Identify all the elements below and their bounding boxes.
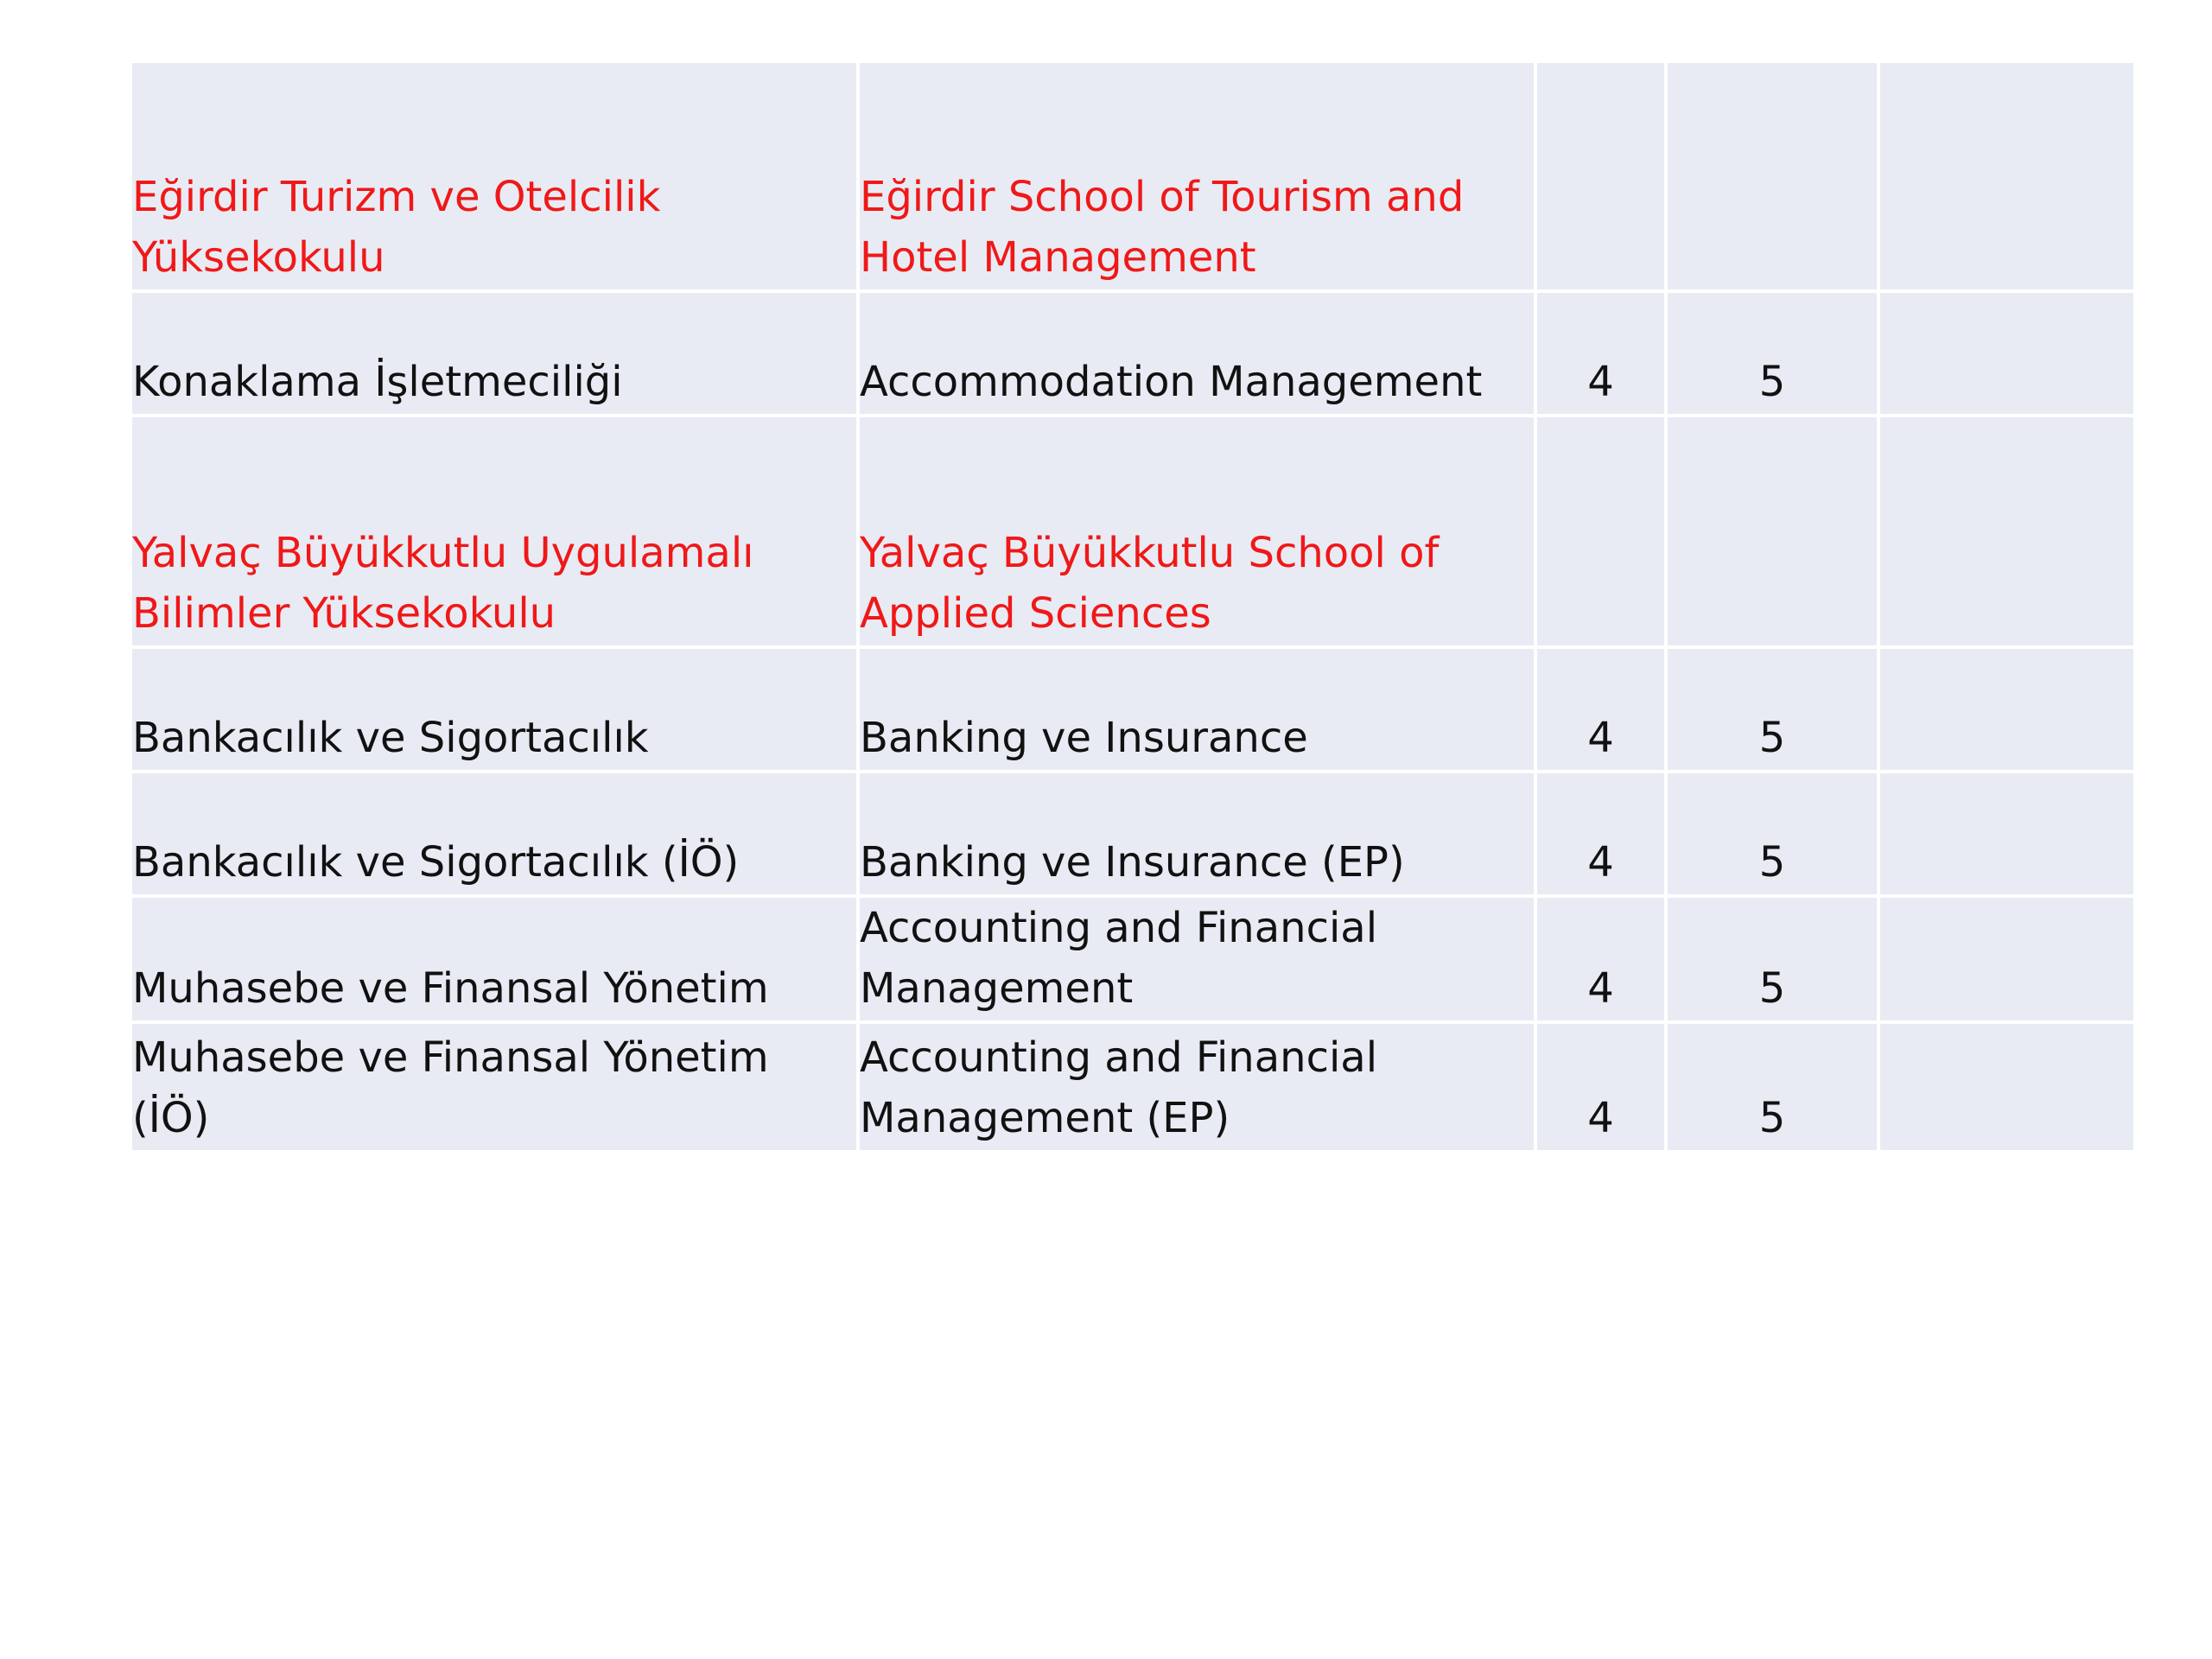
program-name-turkish: Konaklama İşletmeciliği — [132, 293, 856, 414]
table-row-school-yalvac — [132, 417, 2133, 645]
cell-col4: 5 — [1668, 649, 1877, 770]
program-name-english: Banking ve Insurance — [860, 649, 1534, 770]
school-name-turkish: Eğirdir Turizm ve Otelcilik Yüksekokulu — [132, 63, 856, 289]
table-row — [132, 773, 2133, 894]
table-row — [132, 649, 2133, 770]
cell-col3: 4 — [1537, 1024, 1664, 1150]
program-name-turkish: Muhasebe ve Finansal Yönetim — [132, 898, 856, 1020]
program-name-english: Accommodation Management — [860, 293, 1534, 414]
cell-col4 — [1668, 417, 1877, 645]
program-name-english: Banking ve Insurance (EP) — [860, 773, 1534, 894]
cell-col5 — [1880, 649, 2133, 770]
cell-col4: 5 — [1668, 898, 1877, 1020]
table-row — [132, 293, 2133, 414]
cell-col5 — [1880, 417, 2133, 645]
school-name-turkish: Yalvaç Büyükkutlu Uygulamalı Bilimler Yüksekokulu — [132, 417, 856, 645]
school-name-english: Yalvaç Büyükkutlu School of Applied Sciences — [860, 417, 1534, 645]
table-row-school-egirdir — [132, 63, 2133, 289]
cell-col5 — [1880, 898, 2133, 1020]
cell-col5 — [1880, 293, 2133, 414]
cell-col3: 4 — [1537, 649, 1664, 770]
cell-col4: 5 — [1668, 293, 1877, 414]
cell-col4: 5 — [1668, 773, 1877, 894]
cell-col5 — [1880, 1024, 2133, 1150]
cell-col3: 4 — [1537, 293, 1664, 414]
cell-col5 — [1880, 63, 2133, 289]
table-row — [132, 898, 2133, 1020]
program-name-english: Accounting and Financial Management (EP) — [860, 1024, 1534, 1150]
program-name-turkish: Bankacılık ve Sigortacılık — [132, 649, 856, 770]
school-name-english: Eğirdir School of Tourism and Hotel Management — [860, 63, 1534, 289]
cell-col4: 5 — [1668, 1024, 1877, 1150]
programs-table — [129, 60, 2137, 1154]
program-name-english: Accounting and Financial Management — [860, 898, 1534, 1020]
program-name-turkish: Muhasebe ve Finansal Yönetim (İÖ) — [132, 1024, 856, 1150]
cell-col5 — [1880, 773, 2133, 894]
cell-col3 — [1537, 63, 1664, 289]
cell-col4 — [1668, 63, 1877, 289]
cell-col3: 4 — [1537, 773, 1664, 894]
cell-col3 — [1537, 417, 1664, 645]
program-name-turkish: Bankacılık ve Sigortacılık (İÖ) — [132, 773, 856, 894]
cell-col3: 4 — [1537, 898, 1664, 1020]
table-row — [132, 1024, 2133, 1150]
